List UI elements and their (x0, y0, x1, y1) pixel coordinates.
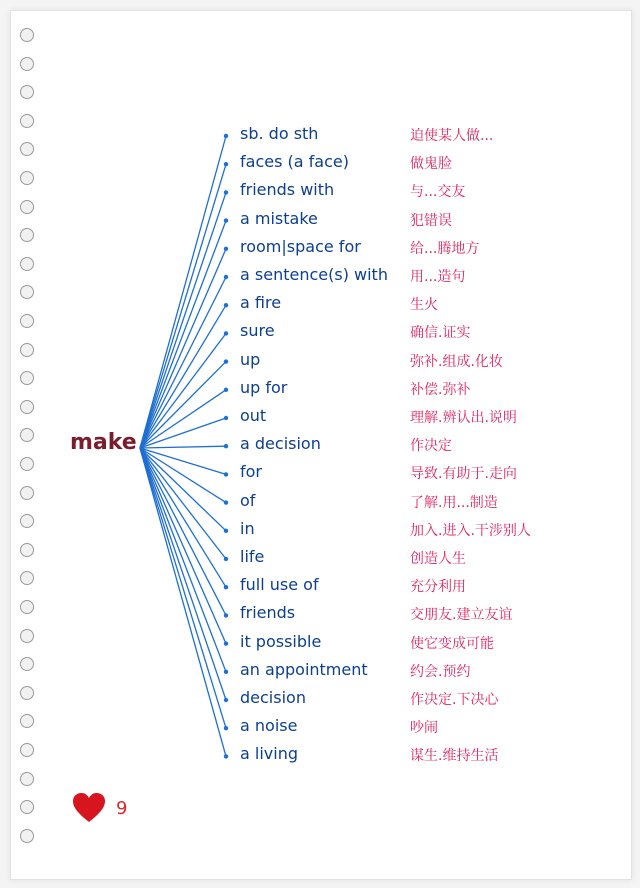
meaning-text: 弥补.组成.化妆 (410, 353, 503, 370)
phrase-text: sb. do sth (240, 124, 319, 143)
phrase-row (0, 237, 640, 265)
phrase-row (0, 660, 640, 688)
phrase-row (0, 321, 640, 349)
meaning-text: 犯错误 (410, 212, 452, 229)
phrase-text: room|space for (240, 236, 361, 256)
phrase-row (0, 716, 640, 744)
meaning-text: 充分利用 (410, 579, 466, 596)
heart-icon (72, 792, 106, 824)
phrase-text: decision (240, 688, 306, 707)
phrase-text: for (240, 462, 262, 482)
page-number (72, 792, 127, 824)
phrase-text: a sentence(s) with (240, 265, 388, 284)
phrase-row (0, 434, 640, 462)
phrase-row (0, 265, 640, 293)
phrase-text: friends (240, 603, 296, 623)
phrase-row (0, 209, 640, 237)
meaning-text: 约会.预约 (410, 663, 471, 680)
phrase-text: up for (240, 377, 288, 397)
phrase-row (0, 406, 640, 434)
phrase-text: faces (a face) (240, 152, 349, 172)
phrase-text: friends with (240, 180, 335, 200)
meaning-text: 确信.证实 (410, 325, 471, 342)
phrase-text: life (240, 547, 265, 566)
phrase-row (0, 575, 640, 603)
meaning-text: 给...腾地方 (410, 240, 480, 257)
phrase-text: sure (240, 321, 275, 341)
phrase-row (0, 547, 640, 575)
meaning-text: 了解.用...制造 (410, 494, 498, 511)
phrase-row (0, 491, 640, 519)
meaning-text: 谋生.维持生活 (410, 748, 499, 765)
meaning-text: 理解.辨认出.说明 (410, 410, 517, 426)
phrase-text: a noise (240, 716, 298, 736)
phrase-row (0, 688, 640, 716)
phrase-row (0, 350, 640, 378)
phrase-row (0, 180, 640, 208)
phrase-row (0, 293, 640, 321)
phrase-text: full use of (240, 575, 319, 595)
meaning-text: 做鬼脸 (410, 156, 452, 173)
meaning-text: 与...交友 (410, 184, 466, 201)
meaning-text: 作决定 (410, 438, 452, 455)
page-number-text: 9 (116, 797, 128, 819)
meaning-text: 创造人生 (410, 551, 466, 567)
phrase-text: an appointment (240, 659, 368, 679)
phrase-row (0, 462, 640, 490)
phrase-row (0, 152, 640, 180)
root-word: make (70, 430, 137, 455)
phrase-row (0, 124, 640, 152)
phrase-row (0, 603, 640, 631)
meaning-text: 导致.有助于.走向 (410, 466, 517, 483)
phrase-row (0, 632, 640, 660)
phrase-row (0, 744, 640, 772)
meaning-text: 交朋友.建立友谊 (410, 607, 513, 624)
meaning-text: 补偿.弥补 (410, 381, 471, 398)
phrase-row (0, 519, 640, 547)
meaning-text: 迫使某人做... (410, 128, 494, 144)
phrase-text: a mistake (240, 208, 318, 228)
meaning-text: 生火 (410, 297, 438, 314)
phrase-text: a decision (240, 434, 321, 454)
phrase-text: a fire (240, 293, 282, 313)
phrase-row (0, 378, 640, 406)
phrase-text: it possible (240, 631, 322, 651)
meaning-text: 用...造句 (410, 269, 466, 285)
phrase-text: in (240, 518, 255, 538)
meaning-text: 吵闹 (410, 720, 438, 737)
phrase-text: up (240, 349, 261, 369)
meaning-text: 使它变成可能 (410, 635, 494, 652)
meaning-text: 加入.进入.干涉别人 (410, 522, 531, 539)
phrase-text: of (240, 490, 256, 510)
meaning-text: 作决定.下决心 (410, 692, 499, 708)
phrase-text: a living (240, 744, 298, 764)
phrase-text: out (240, 406, 267, 425)
